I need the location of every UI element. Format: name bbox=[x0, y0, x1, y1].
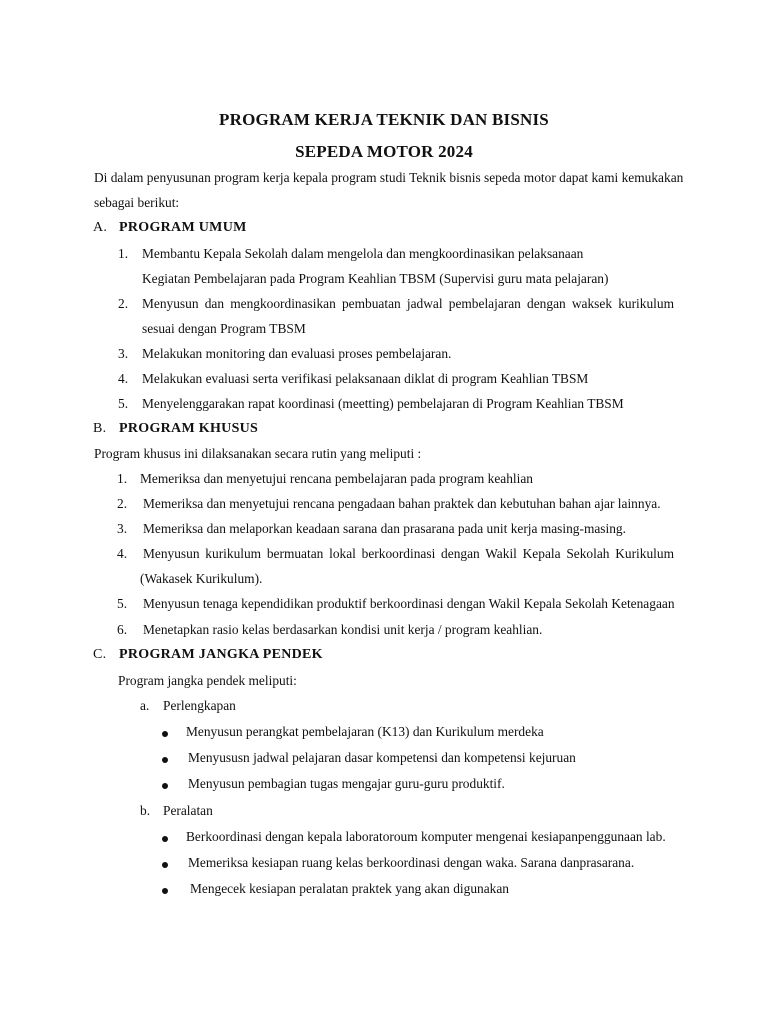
subsection-b-bullet-2: Memeriksa kesiapan ruang kelas berkoordinasi dengan waka. Sarana danprasarana. bbox=[188, 855, 635, 870]
section-a-item-2-number: 2. bbox=[118, 296, 129, 311]
section-b-item-5-number: 5. bbox=[117, 596, 128, 611]
bullet-dot-icon bbox=[162, 862, 168, 868]
subsection-a-letter: a. bbox=[140, 698, 150, 713]
section-c-letter: C. bbox=[93, 647, 107, 662]
subsection-a-label: Perlengkapan bbox=[163, 698, 236, 713]
section-c-heading bbox=[93, 647, 323, 663]
section-b-item-4-number: 4. bbox=[117, 546, 128, 561]
section-c-title: PROGRAM JANGKA PENDEK bbox=[119, 647, 323, 662]
section-c-intro: Program jangka pendek meliputi: bbox=[118, 673, 297, 688]
bullet-dot-icon bbox=[162, 731, 168, 737]
subsection-b-bullet-1: Berkoordinasi dengan kepala laboratoroum komputer mengenai kesiapanpenggunaan lab. bbox=[186, 829, 666, 844]
section-a-item-3-line-1: Melakukan monitoring dan evaluasi proses pembelajaran. bbox=[142, 346, 452, 361]
section-a-item-2-line-2: sesuai dengan Program TBSM bbox=[142, 321, 306, 336]
section-b-item-4-line-1: Menyusun kurikulum bermuatan lokal berkoordinasi dengan Wakil Kepala Sekolah Kurikulum bbox=[143, 546, 674, 561]
section-a-item-5-number: 5. bbox=[118, 396, 129, 411]
section-a-title: PROGRAM UMUM bbox=[119, 220, 247, 235]
section-a-letter: A. bbox=[93, 220, 108, 235]
section-b-letter: B. bbox=[93, 421, 107, 436]
section-b-title: PROGRAM KHUSUS bbox=[119, 421, 259, 436]
section-a-item-1-line-1: Membantu Kepala Sekolah dalam mengelola dan mengkoordinasikan pelaksanaan bbox=[142, 246, 584, 261]
section-b-item-6-line-1: Menetapkan rasio kelas berdasarkan kondisi unit kerja / program keahlian. bbox=[143, 622, 543, 637]
subsection-a-bullet-2: Menyususn jadwal pelajaran dasar kompetensi dan kompetensi kejuruan bbox=[188, 750, 576, 765]
subsection-b-letter: b. bbox=[140, 803, 151, 818]
subsection-a-bullet-3: Menyusun pembagian tugas mengajar guru-guru produktif. bbox=[188, 776, 505, 791]
section-a-item-1-number: 1. bbox=[118, 246, 129, 261]
section-a-item-2-line-1: Menyusun dan mengkoordinasikan pembuatan jadwal pembelajaran dengan waksek kurikulum bbox=[142, 296, 674, 311]
subsection-b-bullet-3: Mengecek kesiapan peralatan praktek yang akan digunakan bbox=[190, 881, 510, 896]
section-a-item-4-number: 4. bbox=[118, 371, 129, 386]
section-a-item-4-line-1: Melakukan evaluasi serta verifikasi pelaksanaan diklat di program Keahlian TBSM bbox=[142, 371, 589, 386]
section-b-item-1-number: 1. bbox=[117, 471, 128, 486]
section-b-heading bbox=[93, 421, 258, 437]
section-b-item-1-line-1: Memeriksa dan menyetujui rencana pembelajaran pada program keahlian bbox=[140, 471, 533, 486]
section-a-item-3-number: 3. bbox=[118, 346, 129, 361]
section-b-item-6-number: 6. bbox=[117, 622, 128, 637]
intro-line-1: Di dalam penyusunan program kerja kepala program studi Teknik bisnis sepeda motor dapat kami kemukakan bbox=[94, 170, 684, 185]
section-b-item-3-number: 3. bbox=[117, 521, 128, 536]
bullet-dot-icon bbox=[162, 757, 168, 763]
bullet-dot-icon bbox=[162, 888, 168, 894]
section-b-item-3-line-1: Memeriksa dan melaporkan keadaan sarana dan prasarana pada unit kerja masing-masing. bbox=[143, 521, 626, 536]
bullet-dot-icon bbox=[162, 783, 168, 789]
section-b-item-5-line-1: Menyusun tenaga kependidikan produktif berkoordinasi dengan Wakil Kepala Sekolah Ketenagaan bbox=[143, 596, 675, 611]
document-title-line-1: PROGRAM KERJA TEKNIK DAN BISNIS bbox=[219, 110, 549, 129]
section-b-item-2-line-1: Memeriksa dan menyetujui rencana pengadaan bahan praktek dan kebutuhan bahan ajar lainnya. bbox=[143, 496, 661, 511]
document-title-line-2: SEPEDA MOTOR 2024 bbox=[295, 142, 473, 161]
section-b-item-2-number: 2. bbox=[117, 496, 128, 511]
intro-line-2: sebagai berikut: bbox=[94, 195, 180, 210]
section-b-item-4-line-2: (Wakasek Kurikulum). bbox=[140, 571, 263, 586]
subsection-b-label: Peralatan bbox=[163, 803, 213, 818]
section-a-heading bbox=[93, 220, 247, 236]
section-b-intro: Program khusus ini dilaksanakan secara rutin yang meliputi : bbox=[94, 446, 422, 461]
section-a-item-5-line-1: Menyelenggarakan rapat koordinasi (meetting) pembelajaran di Program Keahlian TBSM bbox=[142, 396, 624, 411]
section-a-item-1-line-2: Kegiatan Pembelajaran pada Program Keahlian TBSM (Supervisi guru mata pelajaran) bbox=[142, 271, 609, 286]
bullet-dot-icon bbox=[162, 836, 168, 842]
subsection-a-bullet-1: Menyusun perangkat pembelajaran (K13) dan Kurikulum merdeka bbox=[186, 724, 544, 739]
